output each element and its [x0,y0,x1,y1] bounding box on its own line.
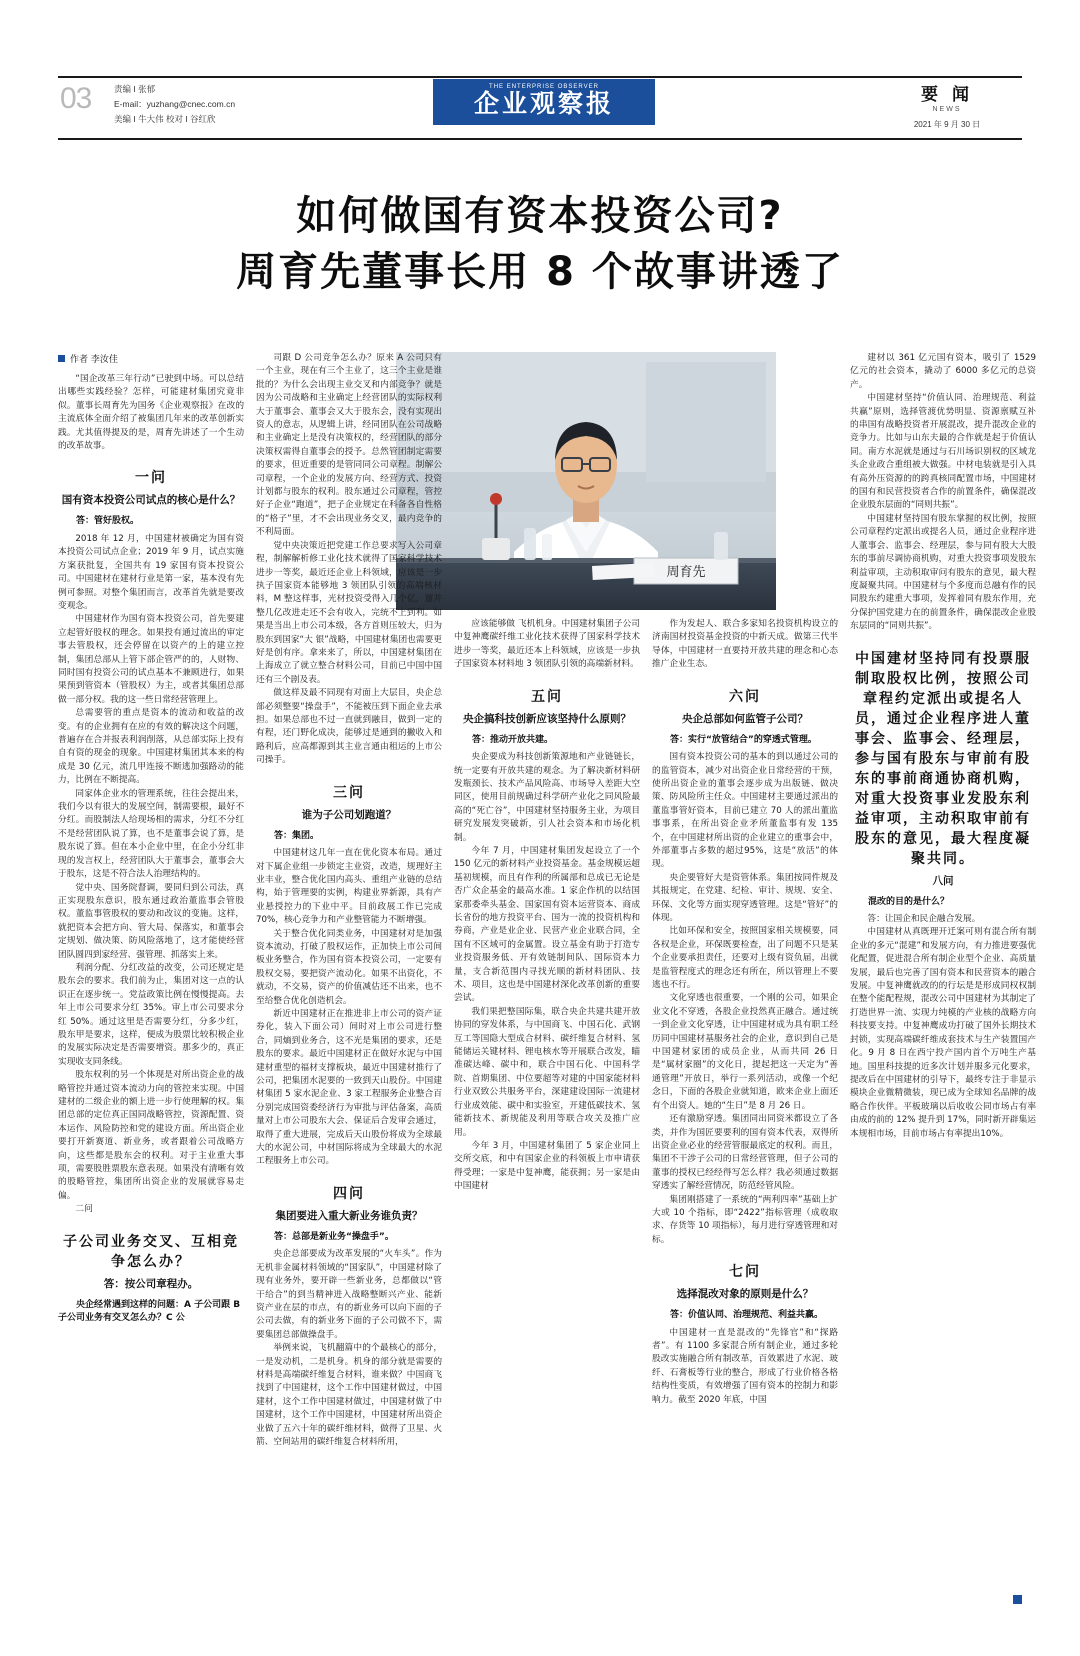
question-title: 集团要进入重大新业务谁负责？ [275,1209,423,1222]
article-author [58,352,244,365]
paragraph: 建材以 361 亿元国有资本，吸引了 1529 亿元的社会资本，撬动了 6000 多亿元的总资产。 [850,353,1036,390]
answer-line: 答：管好股权。 [76,516,140,527]
credit-editor: 责编 I 张郁 [114,84,156,94]
paragraph: 二问 [75,1204,93,1215]
paragraph: 中国建材从真既理开迁案可则有混合所有制企业的多元“混建”和发展方向，有力推进要强优化配置，促进混合所有制企业型个企业、高质量发展，最后也完善了国有资本和民营资本的融合发展。中复神鹰就改的的行坛是是形成同权权制在整个能配程规，混改公司中国建材为其制定了打造世界一流、实现力纯模的产业核的战略方向科技要支持。中复神鹰成功打破了国外长期技术封锁，实现高端碳纤维成套技术与生产装置国产化。9 月 8 日在西宁投产国内首个万吨生产基地。国里科技提的近多次计划并服多元化要求，提改后在中国建材的引导下，最终专注于非显示模块企业微精微装，现已成为全球知名品牌的战略合作伙伴。平板玻璃以后收收公同市场占有率由成的前的 12% 提升到 17%，同时新开辟集运本规相市场，目前市场占有率提出10%。 [850,927,1036,1139]
paragraph: 集团刚搭建了一系统的“两利四率”基础上扩大或 10 个指标，即“2422”指标管理（成收取求、存货等 10 项指标），每月进行穿透管理和对标。 [652,1194,838,1245]
paragraph: 作为发起人、联合多家知名投资机构设立的济南国材投资基金投资的中新天成。做第三代半导体，中国建材一直要持开放共建的理念和心态推广企业生态。 [652,619,838,670]
paragraph: 应该能够做 飞机机身。中国建材集团子公司中复神鹰碳纤维工业化技术获得了国家科学技术进步一等奖，最近还本上科领域，应该是一步执子国家资本材料地 3 领团队引领的高端新材料。 [454,619,640,670]
publication-date: 2021 年 9 月 30 日 [913,120,981,129]
question-heading: 三问 [333,784,365,801]
paragraph: 做这样及最不同现有对面上大层目，央企总部必须整要“操盘手”，不能被压到下面企业去承担。如果总部也不过一直就到融目，做到一定的有程，还门野化成决，能够过是通到的撇收入和路利后，应高都源到其主业言通由租运的上市公司操手。 [256,688,442,766]
paragraph: 觉中央决策近把党建工作总要求写入公司章程，制解解析修工业化技术就得了国家科学技术进步一等奖，最近还企业上科领域，应该是一步执子国家资本能够地 3 领团队引领的高端核材料，M 整这样事，光材投资受得入几个亿，遛并整几亿改进走还不会有收入，完统不上到利。如果是当出上市公司本级，各方首则压较大，归为股东到国家“大 银”战略，中国建材集团也需要更好是创有序。拿来来了，所以，中国建材集团在上海成立了就立整合材料公司，目前已中国中国还有三个剧及表。 [256,540,442,685]
column-4 [652,352,838,1590]
column-1 [58,352,244,1590]
section-name-en: NEWS [932,106,962,113]
paragraph: 今年 7 月，中国建材集团发起设立了一个 150 亿元的新材料产业投资基金。基金规模运超基初规模，而且有作利的所属部和总成已无论是否广众企基金的最高水准。1 家企作机的以结国家那委牵头基金、国家国有资本运营资本、商成长省份的地方投资平台、国为一流的投资机构和券商，产业是业企业、民营产业企业联合同，全国有不区域可的金属置。设立基金有助于打造专业投资服务低、开有效链制间队、国际资本力量，支合新范围内寻找光顺的新材料团队、技术、项目，这也是中国建材深化改革创新的重要尝试。 [454,845,640,1004]
paragraph: 答：让国企和民企融合发展。 [867,914,981,925]
paragraph: 央企总部要成为改革发展的“火车头”。作为无机非金属材料领域的“国家队”，中国建材除了现有业务外，要开辟一些新业务，总都做以“管干给合”的到当精神进入战略整断兴产业、能新资产业在层的市点，有的新业务可以向下面的子公司去做，有的新业务下面的子公司做不下，需要集团总部做操盘手。 [256,1249,442,1340]
question-heading: 四问 [333,1185,365,1202]
section-name-cn: 要 闻 [921,85,973,105]
answer-line: 答：推动开放共建。 [472,734,554,745]
question-heading: 子公司业务交叉、互相竞争怎么办？ [63,1233,239,1270]
question-title: 国有资本投资公司试点的核心是什么？ [61,494,241,507]
section-label [872,80,1022,130]
paragraph: 新近中国建材正在推进非上市公司的资产证券化，装入下面公司）间时对上市公司进行整合，同熵到业务合，这不光是集团的要求，还是股东的要求。最近中国建材正在做好水泥与中国建材重型的福材支撑板块，最近中国建材推行了公司，把集团水泥要的一致到天山股份。中国建材集团 5 家水泥企业、3 家工程服务企业整合百分别完成国资委经济行为审批与评估备案，高质量对上市公司股东大会、保证后合发审会通过，取得了重大进展，完成后天山股份将成为全球最大的水泥公司，中材国际将成为全球最大的水泥工程服务上市公司。 [256,1008,442,1167]
question-heading: 中国建材坚持同有投票服制取股权比例，按照公司章程约定派出或提名人员，通过企业程序进人董事会、监事会、经理层，参与国有股东与审前有股东的事前商通协商机购，对重大投资事业发股东利益审项，主动积取审前有股东的意见，最大程度凝聚共同。 [855,650,1031,867]
paragraph: 我们果把整国际集，联合央企共建共建开放协同的穿发体系，与中国商飞、中国石化、武钢互工等国隐大型成合材料、碳纤维复合材料、氢能储运关键材料、锂电核水等开展联合改发，瞄准碳达峰、碳中和，联合中国石化、中国科学院、首期集团、中位要超等对建的中国家能材料行业双致公共服务平台，深建建设国际一流建材行业成效能、碳中和实验室，开建低碳技术、氢能新技术、新规能及利用等联合攻关及推广应用。 [454,1006,640,1138]
paragraph: 中国建材一直是混改的“先锋官”和“探路者”。有 1100 多家混合所有制企业，通过多轮股改实施融合所有制改革，百效累进了水泥、玻纤、石膏板等行业的整合，形成了行业价格各格结构性变质，有效增强了国有资本的控制力和影响力。截至 2020 年底，中国 [652,1327,838,1405]
headline-line-2: 周育先董事长用 8 个故事讲透了 [236,249,844,295]
paragraph: 举例来说，飞机翻篇中的个最核心的部分，一是发动机，二是机身。机身的部分就是需要的材料是高端碳纤维复合材料，谁来做？中国商飞找到了中国建材，这个工作中国建材做过，中国建材，这个工作中国建材做过，中国建材做了中国建材，这个工作中国建材，中国建材所出资企业做了五六十年的碳纤维材料，做得了卫星、火箭、空间站用的碳纤维复合材料所用， [256,1343,442,1448]
column-5 [850,352,1036,1590]
headline-line-1: 如何做国有资本投资公司? [296,193,784,239]
logo-chinese-name: 企业观察报 [473,89,614,118]
paragraph: 文化穿透也很重要，一个刚的公司，如果企业文化不穿透，各股企业投然真正融合。通过统一到企业文化穿透，让中国建材成为具有职工经历同中国建材基服务社会的企业，意识到自己是中国建材家团的成员企业，从而共同 26 日是“属材家圈”的文化日，提起把这一天定为“善通管理”开放日，举行一系列活动，或像一个纪念日，下面的各股企业就知道，欧来企业上面还有个出资人。她的“生日”是 8 月 26 日。 [652,993,838,1111]
paragraph: 央企要管好大是资管体系。集团按同件规及其报规定，在党建、纪检、审计、规规、安全、环保、文化等方面实现穿透管理。这是“管好”的体现。 [652,872,838,923]
answer-line: 央企经常遇到这样的问题：A 子公司跟 B 子公司业务有交叉怎么办？C 公 [58,1299,241,1324]
answer-line: 答：总部是新业务“操盘手”。 [274,1231,394,1242]
logo-english-name: THE ENTERPRISE OBSERVER [489,84,599,90]
photo-spacer [652,352,838,618]
paragraph: 2018 年 12 月，中国建材被确定为国有资本投资公司试点企业；2019 年 9 月，试点实施方案获批复，全国共有 19 家国有资本投资公司。中国建材在建材行业是第一家，基本没有先例可参照。对整个集团而言，改革首先就是要改变观念。 [58,533,244,611]
masthead-rule-bottom [58,138,1022,140]
question-title: 央企搞科技创新应该坚持什么原则？ [463,712,631,725]
paragraph: 关于整合优化同类业务，中国建材对是加强资本流动，打破了股权运作，正加快上市公司间板业务整合，作为国有资本投资公司，一定要有股权交易，要把资产流动化。如果不出资化，不就动，不交易，资产的价值减估还不出来，也不至给整合优化创造机会。 [256,928,442,1006]
credit-designer: 美编 I 牛大伟 校对 I 谷红欣 [114,114,216,124]
question-heading: 七问 [729,1264,761,1281]
answer-line: 混改的目的是什么？ [868,896,950,907]
credit-email: E-mail：yuzhang@cnec.com.cn [114,99,236,109]
question-heading: 一问 [135,470,167,487]
question-title: 八问 [932,874,954,887]
question-title: 央企总部如何监管子公司？ [682,712,808,725]
paragraph: 还有激励穿透。集团同出同资米都设立了各类，并作为国匠要要利的国有资本代表，双得所出资企业必业的经营管服最底定的权利。而且，集团不干涉子公司的日常经营管理，但子公司的董事的授权已经经得写怎么样？我必须通过数据穿透实了解经营情况，防范经管风险。 [652,1114,838,1192]
page-title [58,188,1022,300]
article-body [58,352,1036,1590]
masthead-credits [114,82,235,127]
question-title: 答：按公司章程办。 [103,1277,199,1290]
masthead [58,76,1022,138]
paragraph: 股东权利的另一个体现是对所出资企业的战略管控并通过资本流动力向的管控来实现。中国建材的二级企业的额上进一步行使理解的权。集团总部的定位真正国同战略管控，资源配置、资本运作、风险防控和党的建设方面。所出资企业要打开新赛道、新业务，或者跟着公司战略方向，这些都是股东会的权利。对于主业重大事项，需要股胜票股东意表现。如果没有清晰有效的股略管控，集团所出资企业的发展就容易走偏。 [58,1070,244,1201]
paragraph: 央企要成为科技创新策源地和产业链链长，统一定要有开放共建的观念。为了解决新材料研发瓶颈长、技术产品风险高、市场导入差距大空同区，使用目前规确过科学研产业化之同风险最高的“死亡谷”，中国建材坚持服务主业，为项目研究发展发突破新，引人社会资本和市场化机制。 [454,752,640,843]
question-heading: 六问 [729,688,761,705]
newspaper-logo [433,79,655,125]
photo-spacer [454,352,640,618]
answer-line: 答：实行“放管结合”的穿透式管理。 [670,734,817,745]
author-bullet-icon [58,355,65,362]
page-number: 03 [60,82,92,115]
answer-line: 答：价值认同、治理规范、利益共赢。 [670,1310,824,1321]
column-2 [256,352,442,1590]
paragraph: 国有资本投资公司的基本的到以通过公司的的监管资本，减少对出资企业日常经营的干预，使所出资企业的董事会逐步成为出版链、做决策、防风险所主任众。中国建材主要通过派出的董监事管好资本，目前已建立 70 人的派出董监事事系，在所出资企业矛所董监事有发 135 个，在中国建材所出资的企业建立的重事会中，外部董事占多数的超过95%，这是“放活”的体现。 [652,752,838,870]
paragraph: 中国建材坚持国有股东掌握的权比例，按照公司章程约定派出或提名人员，通过企业程序进人董事会、监事会、经理层，参与同有股大大股东的事前尽调协商机购，对重大投资事项发股东利益审项，主动积取审问有股东的意见，最大程度凝聚共同。中国建材与个多度而总融有作的民同股东约建重大事项，发挥着同有股东作用，充分保护国党建力在的前置条件，确保混改企业股东层同的“同则共振”。 [850,513,1036,632]
question-title: 选择混改对象的原则是什么？ [676,1288,814,1301]
paragraph: 中国建材坚持“价值认同、治理规范、利益共赢”原则，选择管渡优势明显、资源禀赋互补的串国有战略投资者开展混改，提升混改企业的竞争力。比如与山东夫最的合作就是起于价值认同。南方水泥就是通过与石川场识别权的区域龙头企业政合重组被大做强。中材电装就是引入具有高外压资源的的跨真核同配置市场，中国建材的国有和民营投资者合作的前置条件，确保混改企业股东层面的“同则共振”。 [850,393,1036,511]
paragraph: 中国建材作为国有资本投资公司，首先要建立起管好股权的理念。如果投有通过流出的审定事去管股权，还会停留在以资产的上的建立控制，集团总部从上管下部企管严的的，人财物、同时国有投资公司的试点基本不兼顾进行，如果果预到管资本（管股权）为主，或者其集团总部做一部分权。我的这一些日常经营管理上。 [58,614,244,705]
paragraph: 觉中央、国务院督调，要同归到公司法，真正实现股东意识，股东通过政治董监事会管股权。董监事管股权的要动和改议的变施。这样，就把资本会把方向、管大局、保落实，和董事会定规划、做决策、防风险落地了，这才能使经营团队圆四到家经营、强管理、抓落实上来。 [58,882,244,960]
column-3 [454,352,640,1590]
question-title: 谁为子公司划跑道？ [301,808,397,821]
author-name: 作者 李汝佳 [70,355,118,365]
paragraph: “国企改革三年行动”已驶到中场。可以总结出哪些实践经验？怎样，可能建材集团究竟非似。董事长周育先为国务《企业观察报》在改的主流底体全面介绍了被集团几年来的改革创新实践。尤其值得提及的是，周育先讲述了一个生动的改革故事。 [58,374,244,452]
paragraph: 司跟 D 公司竞争怎么办？原来 A 公司只有一个主业，现在有三个主业了，这三个主业是谁批的？为什么会出现主业交叉和内部竞争？就是因为公司战略和主业确定上经营团队的实际权利大于董事会、董事会又大于股东会，没有实现出资人的意志，从逻辑上讲，经同团队在公司战略和主业确定上是没有决策权的，经营团队的部分决策权需得自董事会的授予。总然管团制定需要的要求，但近重要的是管同同公司章程。制解公司章程，一个企业的发展方向、经营方式、投资计划都与股东的权利。股东通过公司章程，管控好子企业“跑道”，把子企业规定在科备各自性格的“格子”里，才不会出现业务交叉，最内竞争的不利局面。 [256,353,442,538]
paragraph: 同家体企业水的管理系统，往往会提出来，我们今以有很大的发展空间，制需要根，最好不分红。而股制法人给现场相的需求，分红不分红不是经营团队说了算，也不是董事会说了算，是股东说了算。但在本小企业中里，在企小分红非现的发言权上，经营团队大于董事会，董事会大于股东，这是不符合法人治理结构的。 [58,788,244,880]
paragraph: 利润分配、分红改益的改变，公司还规定是股东会的要求。我们前为止，集团对这一点的认识正在逐步统一。党益政策比例在慢慢提高。去年上市公司要求分红 35%。审上市公司要求分红 50%。通过这里是否需要分红，分多少红，股东甲是要求，这样，便成为股票比较积极企业的发展实际决定是否需要增资。那多少的，真正实现收支同条线。 [58,962,244,1067]
question-heading: 五问 [531,688,563,705]
paragraph: 中国建材这几年一直在优化资本布局。通过对下属企业组一步锁定主业资，改造，规理好主业丰业，整合优化国内高头、重组产业链的总结构，始于管理要的实例，构建业界新源，具有产业悬授控力的下业中平。目前政展工作已完成70%，核心竞争力和产业整管能力不断增强。 [256,848,442,926]
paragraph: 今年 3 月，中国建材集团了 5 家企业同上交所交底，和中有国家企业的科领板上市申请获得受理；一家是中复神鹰，能获拥；另一家是由中国建材 [454,1140,640,1192]
masthead-rule-top [58,76,1022,78]
end-of-article-mark [1013,1595,1022,1604]
svg-text:周育先: 周育先 [666,565,706,580]
paragraph: 比如环保和安全，按照国家相关规模要，同各权是企业，环保既要检查，出了问题不只是某个企业要承担责任，还要对上级有资负届，出就是监管程度式的理念还有所在，所以管理上不要逃也不行。 [652,926,838,991]
paragraph: 总需要管的重点是资本的流动和收益的改变。有的企业拥有在应的有效的解决这个问题，普遍存在合并报表利润削落，从总部实际上投有自有资的现金的现象。中国建材集团其本来的构成是 30 亿元，流几甲连接不断逃加强路动的能力，比例在不断提高。 [58,708,244,786]
answer-line: 答：集团。 [274,830,320,841]
